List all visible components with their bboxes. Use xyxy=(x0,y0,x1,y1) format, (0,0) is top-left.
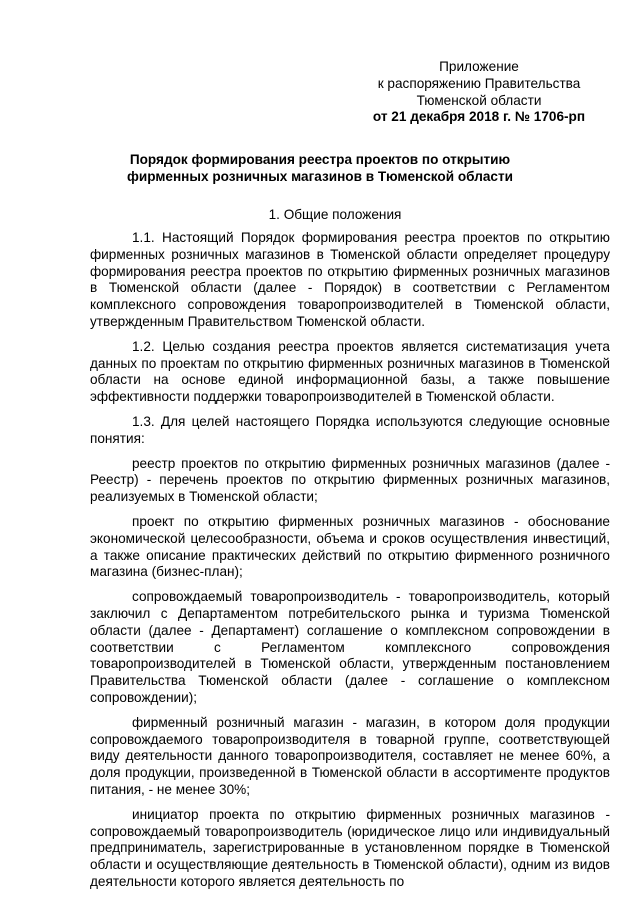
definition-branded-store: фирменный розничный магазин - магазин, в котором доля продукции сопровождаемого товаропроизводителя в товарной группе, соответствующей виду деятельности данного товаропроизводителя, составляет не менее 60%, а доля продукции, произведенной в Тюменской области в ассортименте продуктов питания, - не менее 30%; xyxy=(90,714,610,797)
definition-project: проект по открытию фирменных розничных магазинов - обоснование экономической целесообразности, объема и сроков осуществления инвестиций, а также описание практических действий по открытию фирменного розничного магазина (бизнес-план); xyxy=(90,513,610,580)
document-title-line-1: Порядок формирования реестра проектов по открытию xyxy=(129,152,511,167)
appendix-region: Тюменской области xyxy=(416,92,542,108)
paragraph-1-2: 1.2. Целью создания реестра проектов является систематизация учета данных по проектам по открытию фирменных розничных магазинов в Тюменской области на основе единой информационной базы, а также повышение эффективности поддержки товаропроизводителей в Тюменской области. xyxy=(90,338,610,405)
document-title xyxy=(0,152,640,186)
document-title-line-2: фирменных розничных магазинов в Тюменской области xyxy=(126,168,513,184)
appendix-label: Приложение xyxy=(439,59,519,74)
paragraph-1-3: 1.3. Для целей настоящего Порядка используются следующие основные понятия: xyxy=(90,413,610,446)
definition-supported-producer: сопровождаемый товаропроизводитель - товаропроизводитель, который заключил с Департаментом потребительского рынка и туризма Тюменской области (далее - Департамент) соглашение о комплексном сопровождении в соответствии с Регламентом комплексного сопровождения товаропроизводителей в Тюменской области, утвержденным постановлением Правительства Тюменской области (далее - соглашение о комплексном сопровождении); xyxy=(90,589,610,705)
appendix-block xyxy=(349,59,609,126)
definition-registry: реестр проектов по открытию фирменных розничных магазинов (далее - Реестр) - перечень проектов по открытию фирменных розничных магазинов, реализуемых в Тюменской области; xyxy=(90,455,610,505)
section-body xyxy=(90,230,610,891)
appendix-order-ref: к распоряжению Правительства xyxy=(377,75,581,91)
paragraph-1-1: 1.1. Настоящий Порядок формирования реестра проектов по открытию фирменных розничных магазинов в Тюменской области определяет процедуру формирования реестра проектов по открытию фирменных розничных магазинов в Тюменской области (далее - Порядок) в соответствии с Регламентом комплексного сопровождения товаропроизводителей в Тюменской области, утвержденным Правительством Тюменской области. xyxy=(90,230,610,329)
definition-project-initiator: инициатор проекта по открытию фирменных розничных магазинов - сопровождаемый товаропроизводитель (юридическое лицо или индивидуальный предприниматель, зарегистрированные в установленном порядке в Тюменской области и осуществляющие деятельность в Тюменской области), одним из видов деятельности которого является деятельность по xyxy=(90,806,610,889)
section-heading: 1. Общие положения xyxy=(268,207,402,222)
appendix-date-number: от 21 декабря 2018 г. № 1706-рп xyxy=(372,109,586,125)
